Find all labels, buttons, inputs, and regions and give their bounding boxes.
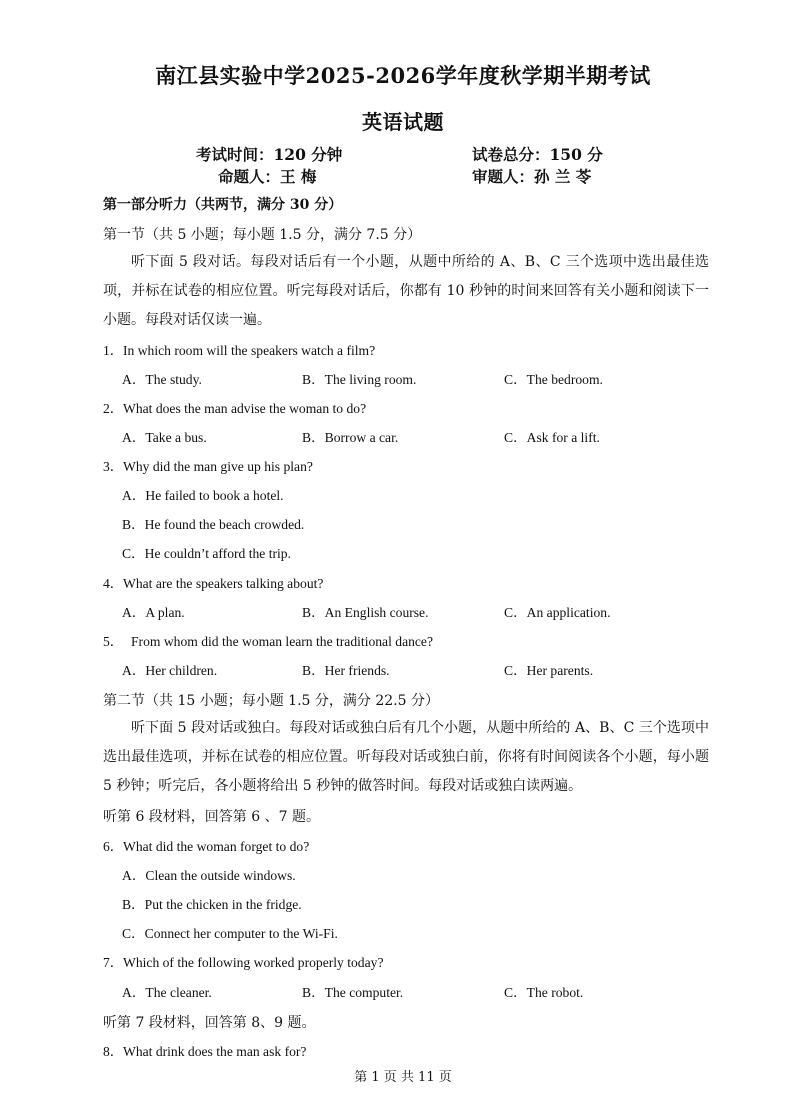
option-1b: B．The living room. xyxy=(302,372,417,387)
question-number: 2． xyxy=(103,401,124,416)
question-1 xyxy=(103,339,375,359)
option-7b: B．The computer. xyxy=(302,985,404,1000)
option-2c: C．Ask for a lift. xyxy=(504,430,600,445)
option-1a: A．The study. xyxy=(122,372,202,387)
question-2 xyxy=(103,397,366,417)
question-3 xyxy=(103,455,313,475)
question-text: What does the man advise the woman to do? xyxy=(123,401,367,416)
option-5b: B．Her friends. xyxy=(302,663,390,678)
option-3a: A．He failed to book a hotel. xyxy=(122,488,284,503)
question-number: 1． xyxy=(103,343,124,358)
question-5 xyxy=(103,630,433,650)
question-number: 4． xyxy=(103,576,124,591)
option-7a: A．The cleaner. xyxy=(122,985,212,1000)
option-4c: C．An application. xyxy=(504,605,611,620)
question-text: Why did the man give up his plan? xyxy=(123,459,313,474)
question-text: What are the speakers talking about? xyxy=(123,576,324,591)
option-1c: C．The bedroom. xyxy=(504,372,603,387)
exam-subtitle: 英语试题 xyxy=(362,110,444,134)
option-5c: C．Her parents. xyxy=(504,663,594,678)
reviewer: 审题人：孙 兰 苓 xyxy=(472,167,592,186)
total-score: 试卷总分：150 分 xyxy=(472,145,603,164)
question-number: 8． xyxy=(103,1044,124,1059)
option-2b: B．Borrow a car. xyxy=(302,430,399,445)
exam-title: 南江县实验中学2025-2026学年度秋学期半期考试 xyxy=(155,63,651,88)
option-7c: C．The robot. xyxy=(504,985,584,1000)
material-6-note: 听第 6 段材料，回答第 6 、7 题。 xyxy=(103,809,320,825)
question-text: Which of the following worked properly today? xyxy=(123,955,384,970)
exam-time: 考试时间：120 分钟 xyxy=(196,145,343,164)
page-footer: 第 1 页 共 11 页 xyxy=(354,1070,452,1085)
option-2a: A．Take a bus. xyxy=(122,430,207,445)
question-number: 3． xyxy=(103,459,124,474)
question-text: In which room will the speakers watch a film? xyxy=(123,343,376,358)
question-number: 7． xyxy=(103,955,124,970)
option-3c: C．He couldn’t afford the trip. xyxy=(122,546,292,561)
question-text: From whom did the woman learn the traditional dance? xyxy=(131,634,433,649)
part1-heading: 第一部分听力（共两节，满分 30 分） xyxy=(103,197,343,213)
question-text: What did the woman forget to do? xyxy=(123,839,310,854)
option-6a: A．Clean the outside windows. xyxy=(122,868,296,883)
option-6c: C．Connect her computer to the Wi-Fi. xyxy=(122,926,338,941)
option-5a: A．Her children. xyxy=(122,663,218,678)
question-6 xyxy=(103,835,309,855)
question-number: 5． xyxy=(103,634,124,649)
section1-instructions: 听下面 5 段对话。每段对话后有一个小题，从题中所给的 A、B、C 三个选项中选出最佳选项，并标在试卷的相应位置。听完每段对话后，你都有 10 秒钟的时间来回答有关小题和阅读下一小题。每段对话仅读一遍。 xyxy=(103,254,709,328)
section2-heading: 第二节（共 15 小题；每小题 1.5 分，满分 22.5 分） xyxy=(103,693,439,709)
option-3b: B．He found the beach crowded. xyxy=(122,517,305,532)
question-4 xyxy=(103,572,323,592)
option-4a: A．A plan. xyxy=(122,605,185,620)
question-number: 6． xyxy=(103,839,124,854)
question-8 xyxy=(103,1040,306,1060)
section1-heading: 第一节（共 5 小题；每小题 1.5 分，满分 7.5 分） xyxy=(103,227,422,243)
section2-instructions: 听下面 5 段对话或独白。每段对话或独白后有几个小题，从题中所给的 A、B、C 三个选项中选出最佳选项，并标在试卷的相应位置。听每段对话或独白前，你将有时间阅读各个小题，每小题 5 秒钟；听完后，各小题将给出 5 秒钟的做答时间。每段对话或独白读两遍。 xyxy=(103,720,709,794)
material-7-note: 听第 7 段材料，回答第 8、9 题。 xyxy=(103,1015,316,1031)
option-4b: B．An English course. xyxy=(302,605,429,620)
question-7 xyxy=(103,951,383,971)
question-text: What drink does the man ask for? xyxy=(123,1044,307,1059)
author: 命题人：王 梅 xyxy=(218,167,317,186)
option-6b: B．Put the chicken in the fridge. xyxy=(122,897,302,912)
